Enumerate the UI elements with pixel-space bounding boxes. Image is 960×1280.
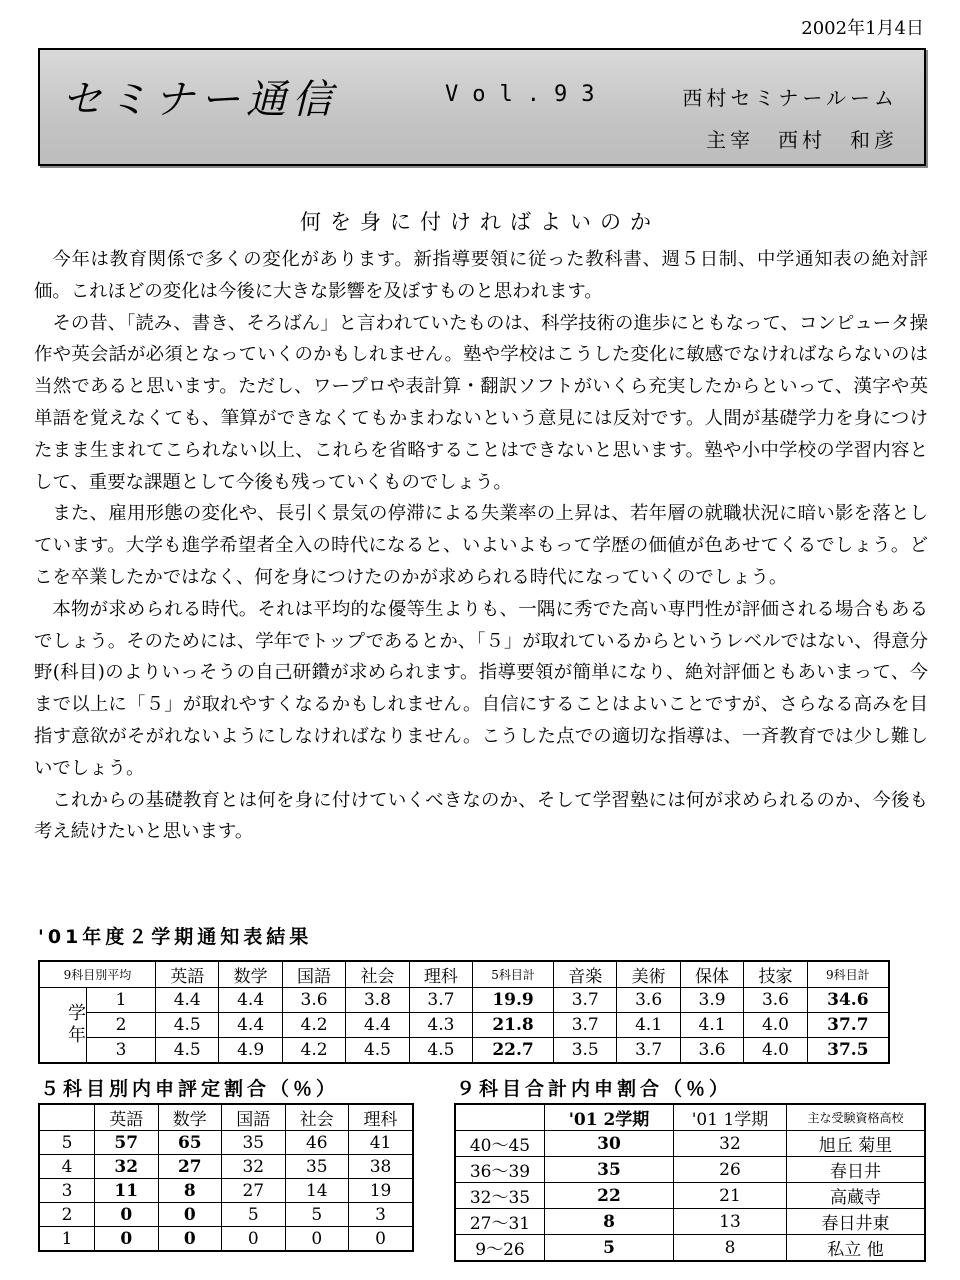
table-cell: 30 xyxy=(545,1131,674,1157)
table-cell: 65 xyxy=(158,1131,222,1155)
header-cell: 音楽 xyxy=(554,961,617,988)
table-cell: 4.1 xyxy=(617,1012,680,1037)
table-cell: 4.4 xyxy=(156,988,219,1013)
table-row xyxy=(39,1037,889,1063)
grade-value: 2 xyxy=(87,1012,155,1037)
table-cell: 4.5 xyxy=(156,1012,219,1037)
volume-number: Vol.93 xyxy=(445,82,609,107)
table-cell: 32 xyxy=(674,1131,787,1157)
table-header-row xyxy=(455,1104,925,1131)
table-cell: 0 xyxy=(158,1227,222,1252)
table-cell: 14 xyxy=(285,1179,349,1203)
table-row xyxy=(39,1131,413,1155)
table-cell: 5 xyxy=(39,1131,95,1155)
table-row xyxy=(39,988,889,1013)
header-cell: 英語 xyxy=(95,1104,159,1131)
table-cell: 3.7 xyxy=(617,1037,680,1063)
table-cell: 11 xyxy=(95,1179,159,1203)
table-cell: 4.0 xyxy=(744,1012,807,1037)
article-title: 何を身に付ければよいのか xyxy=(300,210,660,234)
table-cell: 4.5 xyxy=(409,1037,472,1063)
table-cell: 0 xyxy=(285,1227,349,1252)
table-cell: 9～26 xyxy=(455,1235,545,1262)
newsletter-title: セミナー通信 xyxy=(62,77,338,123)
table-cell: 19.9 xyxy=(473,988,554,1013)
table-cell: 3.6 xyxy=(744,988,807,1013)
author-name: 主宰 西村 和彦 xyxy=(706,128,898,152)
table-cell: 3.9 xyxy=(680,988,743,1013)
table-cell: 4.1 xyxy=(680,1012,743,1037)
table-row xyxy=(39,1155,413,1179)
table-cell: 27 xyxy=(222,1179,286,1203)
header-cell: 数学 xyxy=(219,961,282,988)
table-cell: 4.4 xyxy=(219,1012,282,1037)
table-cell: 36～39 xyxy=(455,1157,545,1183)
table-cell: 4.5 xyxy=(156,1037,219,1063)
table-row xyxy=(455,1183,925,1209)
table-cell: 春日井東 xyxy=(787,1209,926,1235)
table-cell: 5 xyxy=(222,1203,286,1227)
header-cell: 技家 xyxy=(744,961,807,988)
table-cell: 2 xyxy=(39,1203,95,1227)
article-paragraph: また、雇用形態の変化や、長引く景気の停滞による失業率の上昇は、若年層の就職状況に暗い影を落としています。大学も進学希望者全入の時代になると、いよいよもって学歴の価値が色あせてくるでしょう。どこを卒業したかではなく、何を身につけたのかが求められる時代になっていくのでしょう。 xyxy=(34,503,928,588)
table-cell: 19 xyxy=(349,1179,413,1203)
header-cell: 理科 xyxy=(409,961,472,988)
header-cell: 英語 xyxy=(156,961,219,988)
table-cell: 4.4 xyxy=(219,988,282,1013)
table-cell: 32～35 xyxy=(455,1183,545,1209)
header-cell: 主な受験資格高校 xyxy=(787,1104,926,1131)
table-cell: 4.9 xyxy=(219,1037,282,1063)
table-cell: 3.6 xyxy=(282,988,345,1013)
table-cell: 37.7 xyxy=(807,1012,889,1037)
table-cell: 4.3 xyxy=(409,1012,472,1037)
table-cell: 8 xyxy=(674,1235,787,1262)
header-cell: 社会 xyxy=(346,961,409,988)
table-cell: 5 xyxy=(545,1235,674,1262)
table-cell: 27～31 xyxy=(455,1209,545,1235)
table-cell: 旭丘 菊里 xyxy=(787,1131,926,1157)
table-cell: 26 xyxy=(674,1157,787,1183)
five-subjects-title: ５科目別内申評定割合（％） xyxy=(40,1078,340,1100)
table-cell: 35 xyxy=(545,1157,674,1183)
table-cell: 13 xyxy=(674,1209,787,1235)
table-cell: 4.2 xyxy=(282,1012,345,1037)
table-cell: 8 xyxy=(545,1209,674,1235)
header-cell xyxy=(39,1104,95,1131)
table-cell: 春日井 xyxy=(787,1157,926,1183)
table-row xyxy=(455,1157,925,1183)
table-cell: 32 xyxy=(222,1155,286,1179)
newsletter-header xyxy=(38,48,926,166)
table-cell: 8 xyxy=(158,1179,222,1203)
table-cell: 34.6 xyxy=(807,988,889,1013)
table-cell: 38 xyxy=(349,1155,413,1179)
table-cell: 35 xyxy=(222,1131,286,1155)
table-cell: 35 xyxy=(285,1155,349,1179)
table-cell: 27 xyxy=(158,1155,222,1179)
header-cell xyxy=(455,1104,545,1131)
article-paragraph: これからの基礎教育とは何を身に付けていくべきなのか、そして学習塾には何が求められるのか、今後も考え続けたいと思います。 xyxy=(34,789,928,843)
table-cell: 3 xyxy=(39,1179,95,1203)
table-cell: 32 xyxy=(95,1155,159,1179)
table-cell: 0 xyxy=(158,1203,222,1227)
table-row xyxy=(39,1179,413,1203)
table-cell: 高蔵寺 xyxy=(787,1183,926,1209)
header-cell: '01 1学期 xyxy=(674,1104,787,1131)
table-cell: 3.7 xyxy=(409,988,472,1013)
header-cell: 9科目計 xyxy=(807,961,889,988)
table-cell: 5 xyxy=(285,1203,349,1227)
table-cell: 3 xyxy=(349,1203,413,1227)
header-cell: 9科目別平均 xyxy=(39,961,156,988)
table-cell: 3.7 xyxy=(554,988,617,1013)
header-cell: '01 2学期 xyxy=(545,1104,674,1131)
results-table xyxy=(38,960,890,1064)
table-row xyxy=(455,1209,925,1235)
table-cell: 4.2 xyxy=(282,1037,345,1063)
table-cell: 22.7 xyxy=(473,1037,554,1063)
table-cell: 1 xyxy=(39,1227,95,1252)
table-cell: 21 xyxy=(674,1183,787,1209)
table-row xyxy=(39,1227,413,1252)
results-title: '01年度２学期通知表結果 xyxy=(38,926,313,948)
header-cell: 社会 xyxy=(285,1104,349,1131)
table-header-row xyxy=(39,1104,413,1131)
grade-label: 学年 xyxy=(65,1003,86,1047)
table-cell: 40～45 xyxy=(455,1131,545,1157)
table-cell: 4.5 xyxy=(346,1037,409,1063)
nine-subjects-table xyxy=(454,1103,926,1262)
header-cell: 国語 xyxy=(222,1104,286,1131)
header-cell: 美術 xyxy=(617,961,680,988)
table-cell: 0 xyxy=(222,1227,286,1252)
header-cell: 数学 xyxy=(158,1104,222,1131)
header-cell: 5科目計 xyxy=(473,961,554,988)
table-cell: 21.8 xyxy=(473,1012,554,1037)
table-cell: 3.8 xyxy=(346,988,409,1013)
organization-name: 西村セミナールーム xyxy=(682,86,898,110)
header-cell: 理科 xyxy=(349,1104,413,1131)
grade-value: 1 xyxy=(115,990,127,1010)
table-cell: 0 xyxy=(95,1203,159,1227)
table-cell: 57 xyxy=(95,1131,159,1155)
grade-value: 3 xyxy=(87,1037,155,1062)
table-header-row xyxy=(39,961,889,988)
table-cell: 3.5 xyxy=(554,1037,617,1063)
table-cell: 私立 他 xyxy=(787,1235,926,1262)
article-paragraph: 本物が求められる時代。それは平均的な優等生よりも、一隅に秀でた高い専門性が評価される場合もあるでしょう。そのためには、学年でトップであるとか、「５」が取れているからというレベルではない、得意分野(科目)のよりいっそうの自己研鑽が求められます。指導要領が簡単になり、絶対評価ともあいまって、今まで以上に「５」が取れやすくなるかもしれません。自信にすることはよいことですが、さらなる高みを目指す意欲がそがれないようにしなければなりません。こうした点での適切な指導は、一斉教育では少し難しいでしょう。 xyxy=(34,598,928,779)
five-subjects-table xyxy=(38,1103,414,1252)
nine-subjects-title: ９科目合計内申割合（％） xyxy=(456,1078,733,1100)
article-paragraph: その昔、「読み、書き、そろばん」と言われていたものは、科学技術の進歩にともなって、コンピュータ操作や英会話が必須となっていくのかもしれません。塾や学校はこうした変化に敏感でなければならないのは当然であると思います。ただし、ワープロや表計算・翻訳ソフトがいくら充実したからといって、漢字や英単語を覚えなくても、筆算ができなくてもかまわないという意見には反対です。人間が基礎学力を身につけたまま生まれてこられない以上、これらを省略することはできないと思います。塾や小中学校の学習内容として、重要な課題として今後も残っていくものでしょう。 xyxy=(34,312,928,493)
issue-date: 2002年1月4日 xyxy=(801,18,924,39)
table-cell: 0 xyxy=(349,1227,413,1252)
table-row xyxy=(455,1235,925,1262)
row-group-label xyxy=(39,988,156,1064)
table-cell: 4.0 xyxy=(744,1037,807,1063)
table-row xyxy=(455,1131,925,1157)
table-cell: 37.5 xyxy=(807,1037,889,1063)
table-cell: 41 xyxy=(349,1131,413,1155)
header-cell: 国語 xyxy=(282,961,345,988)
header-cell: 保体 xyxy=(680,961,743,988)
table-cell: 46 xyxy=(285,1131,349,1155)
article-body xyxy=(34,244,928,848)
table-row xyxy=(39,1012,889,1037)
table-cell: 3.6 xyxy=(617,988,680,1013)
table-row xyxy=(39,1203,413,1227)
table-cell: 22 xyxy=(545,1183,674,1209)
table-cell: 3.6 xyxy=(680,1037,743,1063)
table-cell: 3.7 xyxy=(554,1012,617,1037)
table-cell: 0 xyxy=(95,1227,159,1252)
article-paragraph: 今年は教育関係で多くの変化があります。新指導要領に従った教科書、週５日制、中学通知表の絶対評価。これほどの変化は今後に大きな影響を及ぼすものと思われます。 xyxy=(34,249,928,302)
table-cell: 4.4 xyxy=(346,1012,409,1037)
table-cell: 4 xyxy=(39,1155,95,1179)
